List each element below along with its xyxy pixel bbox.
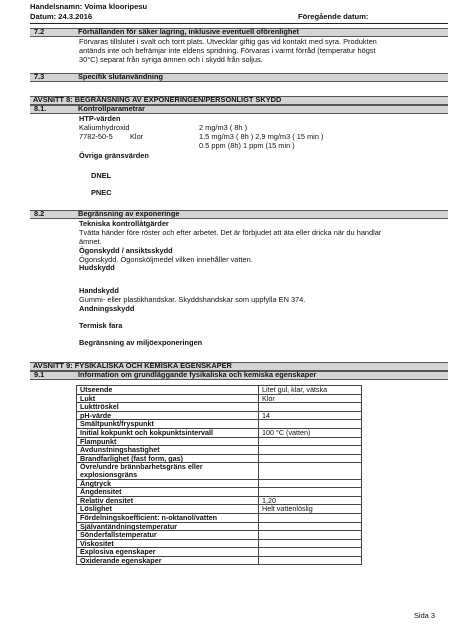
table-row [77, 488, 362, 497]
table-row [77, 463, 362, 479]
table-row [77, 386, 362, 395]
table-row [77, 394, 362, 403]
property-value [259, 488, 362, 497]
previous-date: Föregående datum: [298, 12, 369, 21]
hand-protection-title: Handskydd [79, 286, 119, 295]
property-value: 100 °C (vatten) [259, 428, 362, 437]
properties-table [76, 385, 362, 565]
htp-value: 1.5 mg/m3 ( 8h ) 2,9 mg/m3 ( 15 min ) [199, 132, 324, 141]
table-row [77, 556, 362, 565]
table-row [77, 428, 362, 437]
header-rule [30, 23, 448, 24]
property-value: 1,20 [259, 496, 362, 505]
table-row [77, 446, 362, 455]
tech-controls-title: Tekniska kontrollåtgärder [79, 219, 169, 228]
property-name: Ångtryck [77, 479, 259, 488]
section-heading: AVSNITT 8: BEGRÄNSNING AV EXPONERINGEN/PERSONLIGT SKYDD [33, 95, 282, 105]
hand-protection [79, 287, 444, 314]
htp-substance: Kaliumhydroxid [79, 123, 130, 132]
htp-value: 2 mg/m3 ( 8h ) [199, 123, 248, 132]
htp-value: 0.5 ppm (8h) 1 ppm (15 min ) [199, 141, 295, 150]
property-name: Övre/undre brännbarhetsgräns eller explosionsgräns [77, 463, 259, 479]
property-name: Oxiderande egenskaper [77, 556, 259, 565]
eye-protection-text: Ögonskydd. Ögonsköljmedel vilken innehåller vatten. [79, 254, 253, 264]
property-name: Utseende [77, 386, 259, 395]
thermal-hazard-title: Termisk fara [79, 321, 123, 330]
section-number: 9.1 [34, 370, 45, 380]
text-line: Tvätta händer före röster och efter arbetet. Det är förbjudet att äta eller dricka när du handlar [79, 227, 382, 237]
property-value [259, 463, 362, 479]
table-row [77, 513, 362, 522]
property-name: Smältpunkt/fryspunkt [77, 420, 259, 429]
eye-protection-title: Ögonskydd / ansiktsskydd [79, 245, 173, 255]
section-9-1-header [30, 371, 448, 380]
property-name: Självantändningstemperatur [77, 522, 259, 531]
section-number: 8.2 [34, 209, 45, 219]
property-value [259, 403, 362, 412]
section-number: 7.2 [34, 27, 45, 37]
section-7-2-text [79, 38, 444, 65]
table-row [77, 403, 362, 412]
property-value [259, 539, 362, 548]
section-8-2-text [79, 220, 444, 273]
property-value: Helt vattenlöslig [259, 505, 362, 514]
property-name: Avdunstningshastighet [77, 446, 259, 455]
section-heading: AVSNITT 9: FYSIKALISKA OCH KEMISKA EGENSKAPER [33, 361, 232, 371]
dnel-label: DNEL [91, 171, 112, 180]
property-value [259, 454, 362, 463]
skin-protection-title: Hudskydd [79, 263, 115, 273]
property-name: Sönderfallstemperatur [77, 531, 259, 540]
property-value [259, 437, 362, 446]
property-name: Initial kokpunkt och kokpunktsintervall [77, 428, 259, 437]
environmental-exposure-title: Begränsning av miljöexponeringen [79, 338, 203, 347]
property-name: Lukttröskel [77, 403, 259, 412]
other-limits-label: Övriga gränsvärden [79, 151, 149, 160]
property-value [259, 513, 362, 522]
property-value [259, 556, 362, 565]
section-number: 8.1. [34, 104, 47, 114]
section-title: Kontrollparametrar [78, 104, 145, 114]
property-value: Klor [259, 394, 362, 403]
text-line: Förvaras tillslutet i svalt och torrt plats. Utvecklar giftig gas vid kontakt med syra. Produkten [79, 37, 377, 46]
section-title: Information om grundläggande fysikaliska och kemiska egenskaper [78, 370, 317, 380]
section-7-2-header [30, 28, 448, 37]
property-name: pH-värde [77, 411, 259, 420]
text-line: ämnet. [79, 236, 102, 246]
text-line: 30°C) separat från syriga ämnen och i skydd från soljus. [79, 54, 263, 64]
document-header [30, 2, 450, 22]
document-date: Datum: 24.3.2016 [30, 12, 93, 22]
table-row [77, 496, 362, 505]
property-value [259, 446, 362, 455]
section-8-2-header [30, 210, 448, 219]
property-name: Viskositet [77, 539, 259, 548]
text-line: antänds inte och befrämjar inte eldens spridning. Förvaras i varmt förråd (temperatur högst [79, 45, 376, 55]
property-value [259, 522, 362, 531]
property-name: Flampunkt [77, 437, 259, 446]
property-name: Explosiva egenskaper [77, 548, 259, 557]
htp-substance: 7782-50-5 [79, 132, 113, 141]
property-value [259, 531, 362, 540]
property-name: Relativ densitet [77, 496, 259, 505]
section-number: 7.3 [34, 72, 45, 82]
respiratory-protection-title: Andningsskydd [79, 303, 135, 313]
hand-protection-text: Gummi- eller plastikhandskar. Skyddshandskar som uppfylla EN 374. [79, 294, 306, 304]
section-title: Begränsning av exponeringe [78, 209, 180, 219]
property-value: 14 [259, 411, 362, 420]
page-number: Sida 3 [414, 611, 435, 620]
pnec-label: PNEC [91, 188, 112, 197]
property-name: Ångdensitet [77, 488, 259, 497]
htp-cas: Klor [130, 132, 144, 141]
product-name: Handelsnamn: Voima klooripesu [30, 2, 148, 12]
property-name: Lukt [77, 394, 259, 403]
section-8-1-header [30, 105, 448, 114]
property-name: Löslighet [77, 505, 259, 514]
property-value [259, 479, 362, 488]
section-title: Specifik slutanvändning [78, 72, 164, 82]
htp-label: HTP-värden [79, 114, 121, 123]
property-value [259, 548, 362, 557]
property-name: Brandfarlighet (fast form, gas) [77, 454, 259, 463]
section-title: Förhållanden för säker lagring, inklusive eventuell oförenlighet [78, 27, 299, 37]
property-name: Fördelningskoefficient: n-oktanol/vatten [77, 513, 259, 522]
property-value: Litet gul, klar, vätska [259, 386, 362, 395]
section-7-3-header [30, 73, 448, 82]
table-row [77, 531, 362, 540]
